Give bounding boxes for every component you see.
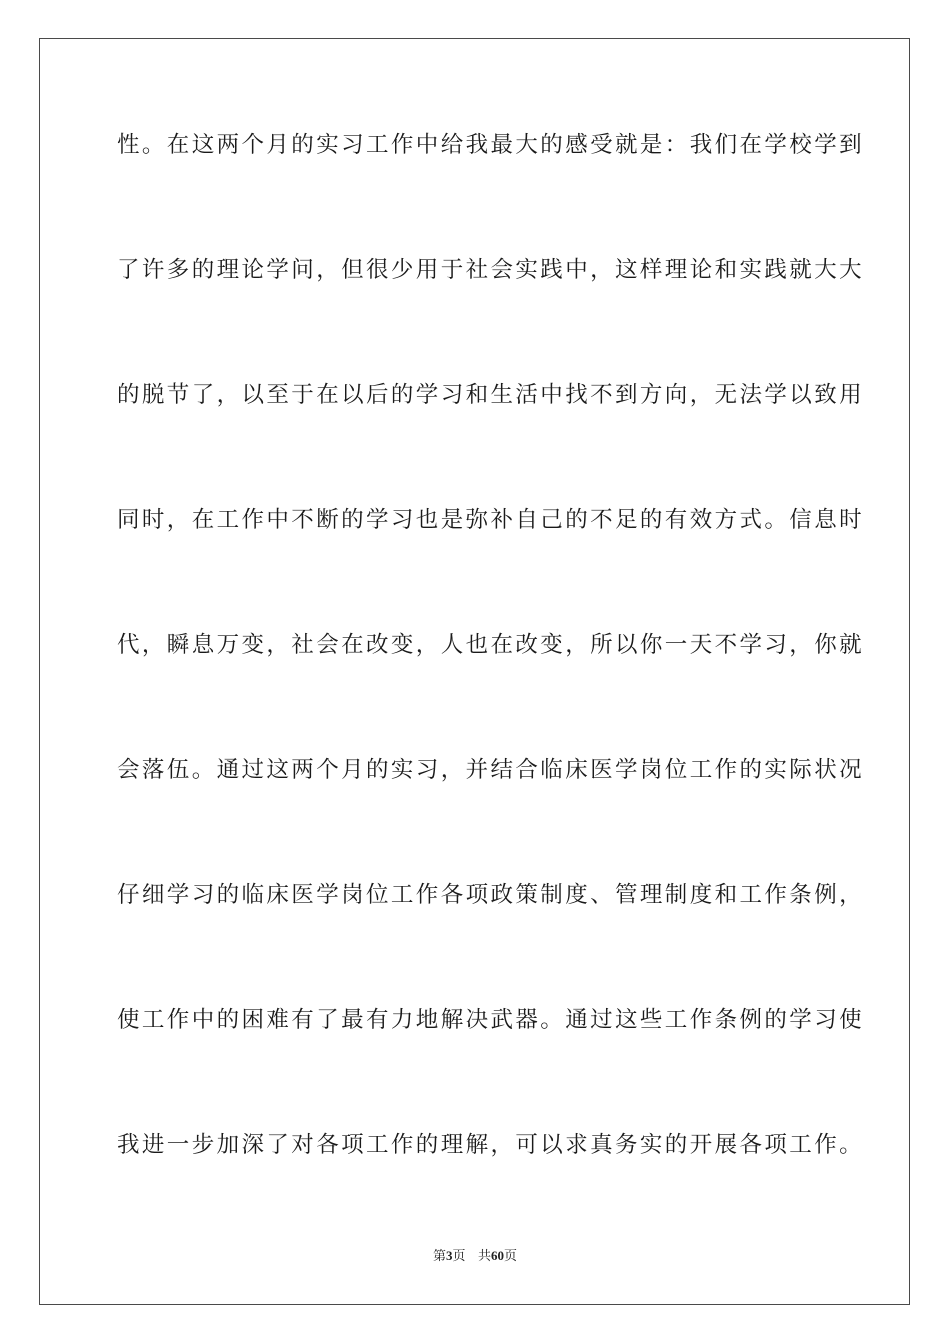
text-line-6: 会落伍。通过这两个月的实习，并结合临床医学岗位工作的实际状况 <box>117 757 865 783</box>
text-line-5: 代，瞬息万变，社会在改变，人也在改变，所以你一天不学习，你就 <box>117 632 865 658</box>
page-number: 3 <box>446 1248 453 1263</box>
page-footer <box>0 1247 950 1266</box>
text-line-1: 性。在这两个月的实习工作中给我最大的感受就是：我们在学校学到 <box>117 132 865 158</box>
total-suffix: 页 <box>503 1249 517 1264</box>
text-line-2: 了许多的理论学问，但很少用于社会实践中，这样理论和实践就大大 <box>117 257 865 283</box>
text-line-7: 仔细学习的临床医学岗位工作各项政策制度、管理制度和工作条例， <box>117 882 865 908</box>
page-suffix: 页 <box>452 1249 466 1264</box>
total-pages: 60 <box>490 1248 504 1263</box>
page-prefix: 第 <box>433 1249 447 1264</box>
text-line-8: 使工作中的困难有了最有力地解决武器。通过这些工作条例的学习使 <box>117 1007 865 1033</box>
document-body <box>117 130 865 1255</box>
text-line-4: 同时，在工作中不断的学习也是弥补自己的不足的有效方式。信息时 <box>117 507 865 533</box>
text-line-9: 我进一步加深了对各项工作的理解，可以求真务实的开展各项工作。 <box>117 1132 865 1158</box>
total-prefix: 共 <box>477 1249 491 1264</box>
text-line-3: 的脱节了，以至于在以后的学习和生活中找不到方向，无法学以致用 <box>117 382 865 408</box>
